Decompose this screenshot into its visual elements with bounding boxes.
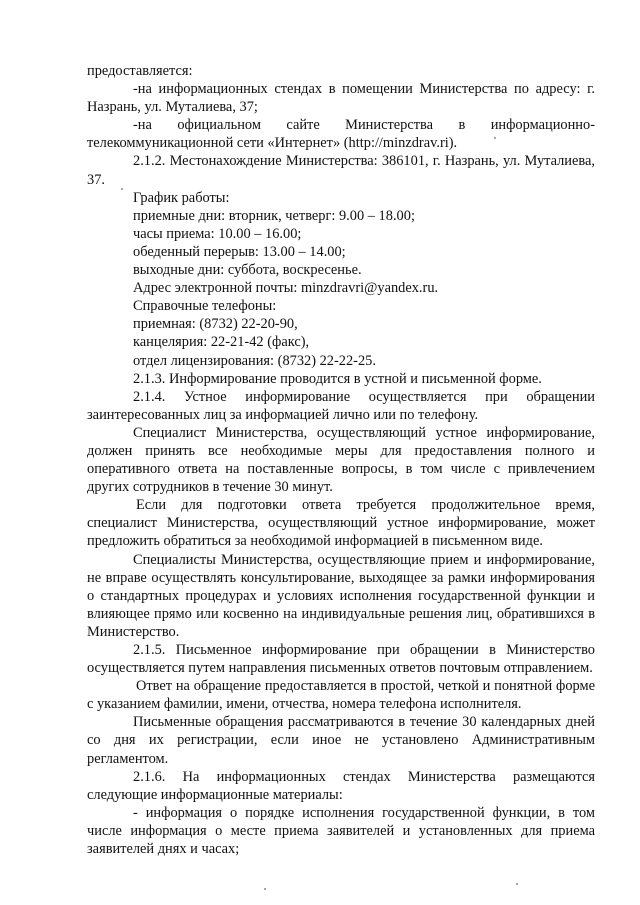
schedule-block: [87, 189, 595, 370]
paragraph: -на официальном сайте Министерства в информационно-телекоммуникационной сети «Интернет» (http://minzdrav.ri).: [87, 117, 595, 152]
scan-speck: [121, 188, 123, 190]
paragraph: Письменные обращения рассматриваются в течение 30 календарных дней со дня их регистрации, если иное не установлено Административным регламентом.: [87, 714, 595, 767]
scan-speck: [264, 888, 266, 890]
schedule-weekends: выходные дни: суббота, воскресенье.: [133, 262, 362, 279]
paragraph: Ответ на обращение предоставляется в простой, четкой и понятной форме с указанием фамилии, имени, отчества, номера телефона исполнителя.: [87, 678, 595, 713]
document-body: [87, 62, 595, 858]
scan-speck: [494, 137, 496, 139]
schedule-reception-hours: часы приема: 10.00 – 16.00;: [133, 225, 302, 242]
phone-office: канцелярия: 22-21-42 (факс),: [133, 334, 310, 351]
schedule-title: График работы:: [133, 189, 230, 206]
paragraph: 2.1.3. Информирование проводится в устной и письменной форме.: [133, 370, 542, 387]
paragraph: 2.1.2. Местонахождение Министерства: 386101, г. Назрань, ул. Муталиева, 37.: [87, 153, 595, 188]
paragraph: -на информационных стендах в помещении Министерства по адресу: г. Назрань, ул. Муталиева, 37;: [87, 81, 595, 116]
paragraph: Если для подготовки ответа требуется продолжительное время, специалист Министерства, осуществляющий устное информирование, может предложить обратиться за необходимой информацией в письменном виде.: [87, 497, 595, 550]
scan-speck: [516, 883, 518, 885]
paragraph: 2.1.6. На информационных стендах Министерства размещаются следующие информационные материалы:: [87, 768, 595, 803]
phone-reception: приемная: (8732) 22-20-90,: [133, 316, 298, 333]
schedule-reception-days: приемные дни: вторник, четверг: 9.00 – 18.00;: [133, 207, 415, 224]
paragraph: Специалисты Министерства, осуществляющие прием и информирование, не вправе осуществлять консультирование, выходящее за рамки информирования о стандартных процедурах и условиях исполнения государственной функции и влияющее прямо или косвенно на индивидуальные решения лиц, обратившихся в Министерство.: [87, 551, 595, 640]
contact-email: Адрес электронной почты: minzdravri@yandex.ru.: [133, 280, 439, 297]
paragraph: предоставляется:: [87, 63, 193, 79]
paragraph: 2.1.5. Письменное информирование при обращении в Министерство осуществляется путем направления письменных ответов почтовым отправлением.: [87, 642, 595, 677]
phone-licensing: отдел лицензирования: (8732) 22-22-25.: [133, 352, 376, 369]
schedule-lunch: обеденный перерыв: 13.00 – 14.00;: [133, 243, 346, 260]
phones-title: Справочные телефоны:: [133, 298, 277, 315]
paragraph: 2.1.4. Устное информирование осуществляется при обращении заинтересованных лиц за информацией лично или по телефону.: [87, 388, 595, 423]
paragraph: Специалист Министерства, осуществляющий устное информирование, должен принять все необходимые меры для предоставления полного и оперативного ответа на поставленные вопросы, в том числе с привлечением других сотрудников в течение 30 минут.: [87, 424, 595, 496]
paragraph: - информация о порядке исполнения государственной функции, в том числе информация о месте приема заявителей и установленных для приема заявителей днях и часах;: [87, 804, 595, 858]
